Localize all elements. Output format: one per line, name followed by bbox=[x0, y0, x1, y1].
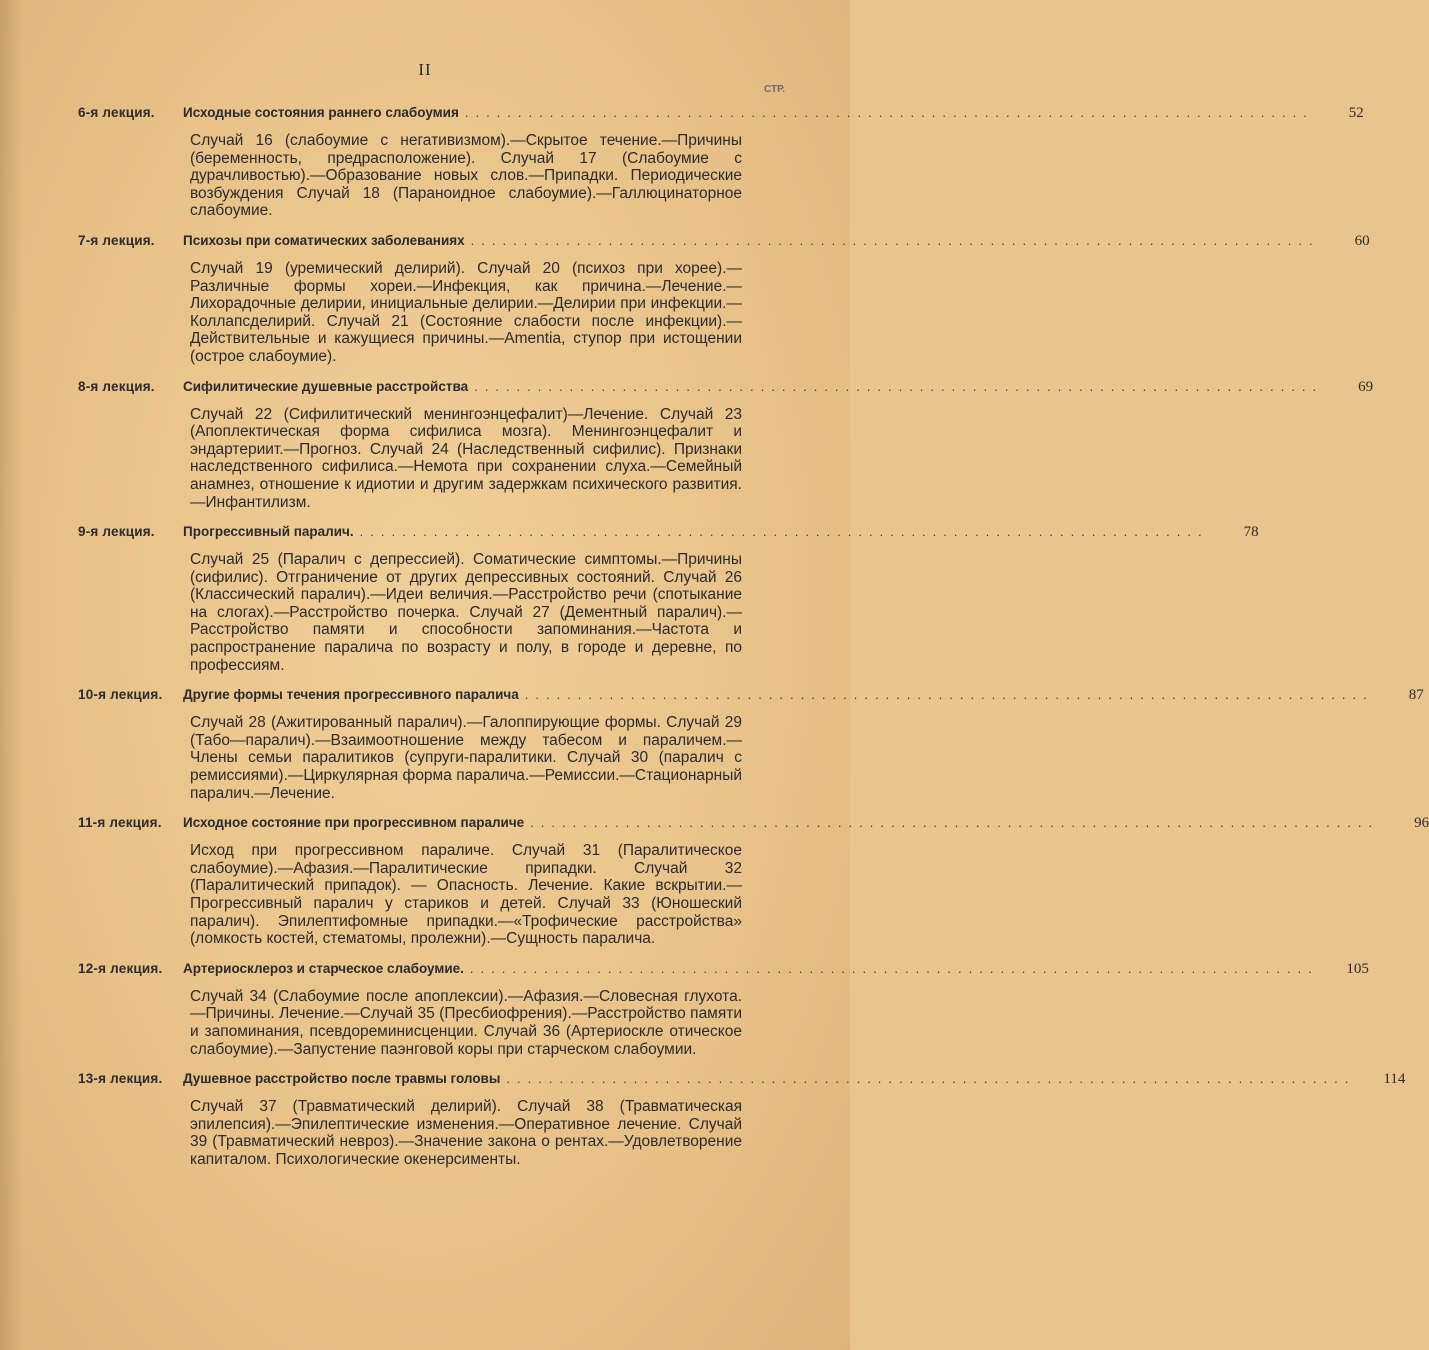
toc-entry bbox=[78, 105, 1364, 220]
toc-entry-heading bbox=[78, 524, 1259, 546]
lecture-number: 10-я лекция. bbox=[78, 687, 163, 703]
lecture-page-number: 105 bbox=[1346, 960, 1369, 977]
lecture-description: Случай 37 (Травматический делирий). Случай 38 (Травматическая эпилепсия).—Эпилептические изменения.—Оперативное лечение. Случай 39 (Травматический невроз).—Значение закона о рентах.—Удовлетворение капиталом. Психологические окенерсименты. bbox=[190, 1098, 742, 1168]
lecture-title: Прогрессивный паралич. bbox=[183, 524, 354, 540]
lecture-number: 13-я лекция. bbox=[78, 1071, 163, 1087]
dot-leader: ................................................................................ bbox=[474, 378, 1324, 394]
toc-entry-heading bbox=[78, 960, 1369, 983]
lecture-number: 9-я лекция. bbox=[78, 524, 155, 540]
lecture-title: Другие формы течения прогрессивного паралича bbox=[183, 687, 519, 703]
lecture-title: Сифилитические душевные расстройства bbox=[183, 378, 469, 394]
lecture-page-number: 78 bbox=[1243, 524, 1259, 541]
lecture-title: Исходное состояние при прогрессивном параличе bbox=[183, 815, 525, 831]
lecture-page-number: 114 bbox=[1383, 1071, 1406, 1088]
lecture-title: Душевное расстройство после травмы головы bbox=[183, 1071, 501, 1087]
lecture-number: 7-я лекция. bbox=[78, 232, 155, 248]
lecture-page-number: 96 bbox=[1414, 815, 1429, 832]
page-column-header: СТР. bbox=[764, 84, 786, 95]
toc-entry-heading bbox=[78, 1071, 1406, 1093]
dot-leader: ................................................................................ bbox=[506, 1071, 1356, 1087]
table-of-contents bbox=[78, 105, 1429, 1182]
lecture-page-number: 52 bbox=[1348, 105, 1364, 121]
toc-entry bbox=[78, 1071, 1406, 1168]
lecture-description: Случай 22 (Сифилитический менингоэнцефалит)—Лечение. Случай 23 (Апоплектическая форма сифилиса мозга). Менингоэнцефалит и эндартериит.—Прогноз. Случай 24 (Наследственный сифилис). Признаки наследственного сифилиса.—Немота при сохранении слуха.—Семейный анамнез, отношение к идиотии и другим задержкам психического развития.—Инфантилизм. bbox=[190, 405, 742, 511]
toc-entry-heading bbox=[78, 378, 1374, 401]
lecture-title: Артериосклероз и старческое слабоумие. bbox=[183, 960, 464, 976]
lecture-number: 11-я лекция. bbox=[78, 815, 162, 831]
page-number: II bbox=[418, 60, 432, 79]
lecture-title: Исходные состояния раннего слабоумия bbox=[183, 105, 459, 120]
toc-entry bbox=[78, 960, 1369, 1058]
lecture-title: Психозы при соматических заболеваниях bbox=[183, 232, 465, 248]
dot-leader: ................................................................................ bbox=[524, 687, 1374, 703]
toc-entry bbox=[78, 378, 1374, 512]
lecture-description: Случай 34 (Слабоумие после апоплексии).—Афазия.—Словесная глухота.—Причины. Лечение.—Случай 35 (Пресбиофрения).—Расстройство памяти и запоминания, псевдореминисценции. Случай 36 (Артериоскле отическое слабоумие).—Запустение паэнговой коры при старческом слабоумии. bbox=[190, 987, 742, 1058]
lecture-number: 12-я лекция. bbox=[78, 960, 163, 976]
dot-leader: ................................................................................ bbox=[359, 524, 1209, 540]
lecture-page-number: 87 bbox=[1408, 687, 1424, 704]
lecture-description: Исход при прогрессивном параличе. Случай 31 (Паралитическое слабоумие).—Афазия.—Паралитические припадки. Случай 32 (Паралитический припадок). — Опасность. Лечение. Какие вскрытии.—Прогрессивный паралич у стариков и детей. Случай 33 (Юношеский паралич). Эпилептифомные припадки.—«Трофические расстройства» (ломкость костей, стематомы, пролежни).—Сущность паралича. bbox=[190, 842, 742, 948]
lecture-page-number: 60 bbox=[1354, 232, 1370, 249]
toc-entry bbox=[78, 524, 1259, 674]
dot-leader: ................................................................................ bbox=[469, 960, 1319, 976]
lecture-number: 8-я лекция. bbox=[78, 378, 155, 394]
page-edge-shadow bbox=[0, 0, 22, 1350]
toc-entry bbox=[78, 687, 1424, 802]
toc-entry-heading bbox=[78, 105, 1364, 127]
dot-leader: ................................................................................ bbox=[530, 815, 1380, 831]
toc-entry bbox=[78, 232, 1370, 366]
lecture-description: Случай 16 (слабоумие с негативизмом).—Скрытое течение.—Причины (беременность, предрасположение). Случай 17 (Слабоумие с дурачливостью).—Образование новых слов.—Припадки. Периодические возбуждения Случай 18 (Параноидное слабоумие).—Галлюцинаторное слабоумие. bbox=[190, 132, 742, 220]
toc-entry-heading bbox=[78, 687, 1424, 709]
lecture-description: Случай 25 (Паралич с депрессией). Соматические симптомы.—Причины (сифилис). Отграничение от других депрессивных состояний. Случай 26 (Классический паралич).—Идеи величия.—Расстройство речи (спотыкание на слогах).—Расстройство почерка. Случай 27 (Дементный паралич).—Расстройство памяти и способности запоминания.—Частота и распространение паралича по возрасту и полу, в городе и деревне, по профессиям. bbox=[190, 551, 742, 674]
toc-entry-heading bbox=[78, 815, 1429, 837]
toc-entry bbox=[78, 815, 1429, 948]
lecture-description: Случай 28 (Ажитированный паралич).—Галоппирующие формы. Случай 29 (Табо—паралич).—Взаимоотношение между табесом и параличем.—Члены семьи паралитиков (супруги-паралитики. Случай 30 (паралич с ремиссиями).—Циркулярная форма паралича.—Ремиссии.—Стационарный паралич.—Лечение. bbox=[190, 714, 742, 802]
lecture-page-number: 69 bbox=[1358, 378, 1374, 395]
dot-leader: ................................................................................ bbox=[470, 232, 1320, 248]
lecture-number: 6-я лекция. bbox=[78, 105, 155, 120]
lecture-description: Случай 19 (уремический делирий). Случай 20 (психоз при хорее).—Различные формы хореи.—Инфекция, как причина.—Лечение.—Лихорадочные делирии, инициальные делирии.—Делирии при инфекции.—Коллапсделирий. Случай 21 (Состояние слабости после инфекции).—Действительные и кажущиеся причины.—Amentia, ступор при истощении (острое слабоумие). bbox=[190, 259, 742, 365]
toc-entry-heading bbox=[78, 232, 1370, 255]
dot-leader: ................................................................................ bbox=[464, 105, 1314, 120]
